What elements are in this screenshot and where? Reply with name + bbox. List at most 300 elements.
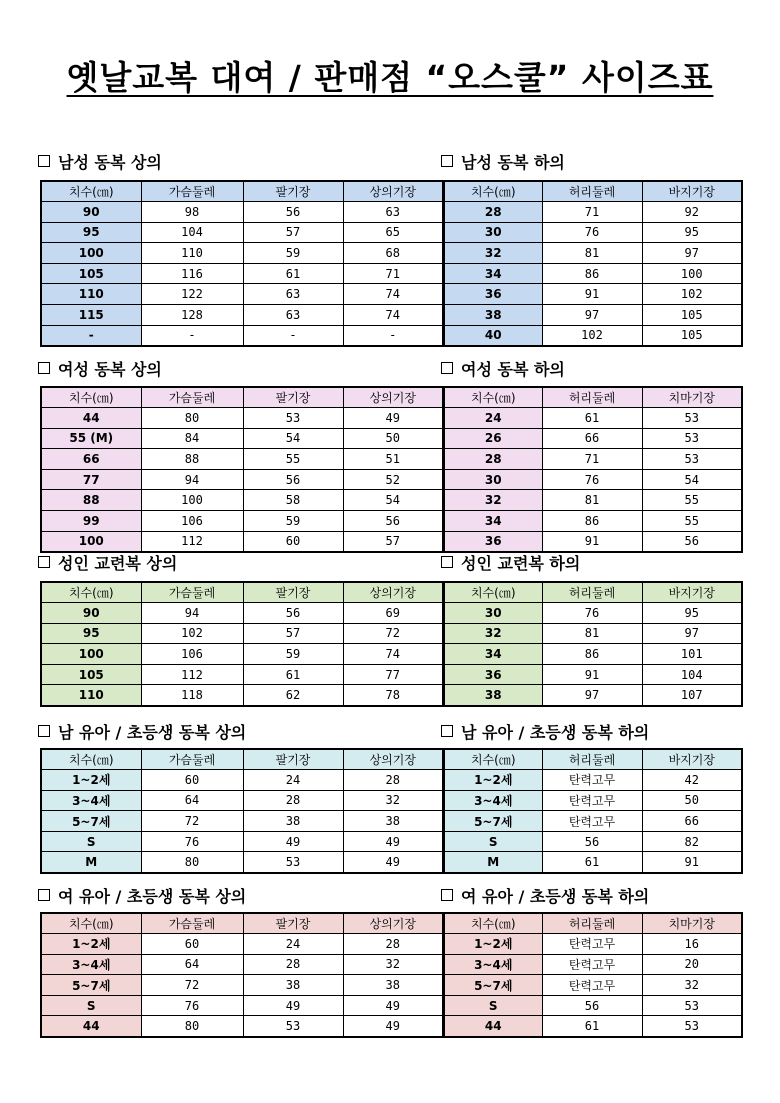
table-header-row bbox=[444, 749, 742, 770]
size-table-right bbox=[443, 386, 743, 553]
column-header: 치마기장 bbox=[642, 913, 742, 934]
measurement-cell: 49 bbox=[343, 1016, 443, 1037]
section-heading-left bbox=[38, 884, 246, 907]
table-row bbox=[444, 934, 742, 955]
size-table-left bbox=[40, 386, 444, 553]
measurement-cell: 116 bbox=[141, 263, 243, 284]
measurement-cell: 28 bbox=[343, 770, 443, 791]
table-header-row bbox=[444, 913, 742, 934]
checkbox-square-icon bbox=[441, 155, 453, 167]
table-row bbox=[41, 449, 443, 470]
table-row bbox=[444, 811, 742, 832]
table-row bbox=[444, 790, 742, 811]
size-table-right bbox=[443, 748, 743, 874]
measurement-cell: 63 bbox=[243, 305, 343, 326]
measurement-cell: 56 bbox=[542, 831, 642, 852]
measurement-cell: 81 bbox=[542, 623, 642, 644]
table-row bbox=[41, 428, 443, 449]
measurement-cell: 95 bbox=[642, 222, 742, 243]
checkbox-square-icon bbox=[441, 556, 453, 568]
section-heading-text: 여 유아 / 초등생 동복 상의 bbox=[58, 887, 247, 906]
column-header: 치수(㎝) bbox=[444, 582, 542, 603]
checkbox-square-icon bbox=[441, 725, 453, 737]
size-cell: 95 bbox=[41, 222, 141, 243]
measurement-cell: 53 bbox=[243, 1016, 343, 1037]
size-cell: 28 bbox=[444, 449, 542, 470]
size-cell: 5~7세 bbox=[444, 811, 542, 832]
table-row bbox=[41, 790, 443, 811]
section-heading-text: 여 유아 / 초등생 동복 하의 bbox=[461, 887, 650, 906]
measurement-cell: 88 bbox=[141, 449, 243, 470]
size-cell: S bbox=[444, 995, 542, 1016]
measurement-cell: 76 bbox=[542, 469, 642, 490]
table-row bbox=[41, 325, 443, 346]
size-cell: 32 bbox=[444, 490, 542, 511]
measurement-cell: 128 bbox=[141, 305, 243, 326]
table-row bbox=[41, 284, 443, 305]
measurement-cell: 28 bbox=[243, 790, 343, 811]
table-row bbox=[41, 770, 443, 791]
size-cell: 95 bbox=[41, 623, 141, 644]
measurement-cell: 74 bbox=[343, 305, 443, 326]
column-header: 바지기장 bbox=[642, 749, 742, 770]
measurement-cell: 77 bbox=[343, 664, 443, 685]
measurement-cell: 74 bbox=[343, 644, 443, 665]
measurement-cell: 57 bbox=[343, 531, 443, 552]
measurement-cell: 57 bbox=[243, 623, 343, 644]
measurement-cell: 55 bbox=[642, 490, 742, 511]
measurement-cell: 61 bbox=[542, 1016, 642, 1037]
checkbox-square-icon bbox=[38, 556, 50, 568]
table-row bbox=[444, 202, 742, 223]
measurement-cell: 81 bbox=[542, 490, 642, 511]
size-cell: 44 bbox=[444, 1016, 542, 1037]
measurement-cell: 104 bbox=[642, 664, 742, 685]
measurement-cell: 112 bbox=[141, 531, 243, 552]
measurement-cell: 74 bbox=[343, 284, 443, 305]
measurement-cell: 102 bbox=[141, 623, 243, 644]
column-header: 가슴둘레 bbox=[141, 181, 243, 202]
measurement-cell: 80 bbox=[141, 1016, 243, 1037]
table-row bbox=[444, 685, 742, 706]
size-table-left bbox=[40, 912, 444, 1038]
size-cell: 1~2세 bbox=[444, 934, 542, 955]
measurement-cell: 97 bbox=[642, 623, 742, 644]
measurement-cell: 86 bbox=[542, 511, 642, 532]
measurement-cell: 105 bbox=[642, 305, 742, 326]
checkbox-square-icon bbox=[38, 725, 50, 737]
size-cell: 105 bbox=[41, 263, 141, 284]
column-header: 치수(㎝) bbox=[41, 582, 141, 603]
table-row bbox=[444, 222, 742, 243]
measurement-cell: 24 bbox=[243, 770, 343, 791]
table-row bbox=[444, 449, 742, 470]
measurement-cell: 110 bbox=[141, 243, 243, 264]
measurement-cell: 71 bbox=[542, 202, 642, 223]
measurement-cell: 56 bbox=[642, 531, 742, 552]
table-header-row bbox=[444, 181, 742, 202]
measurement-cell: 107 bbox=[642, 685, 742, 706]
column-header: 허리둘레 bbox=[542, 181, 642, 202]
column-header: 팔기장 bbox=[243, 181, 343, 202]
table-header-row bbox=[444, 387, 742, 408]
section-heading-text: 남성 동복 하의 bbox=[461, 153, 565, 172]
table-row bbox=[41, 995, 443, 1016]
measurement-cell: 49 bbox=[343, 852, 443, 873]
table-row bbox=[41, 408, 443, 429]
measurement-cell: 61 bbox=[542, 852, 642, 873]
measurement-cell: 49 bbox=[243, 995, 343, 1016]
table-row bbox=[41, 664, 443, 685]
measurement-cell: 53 bbox=[243, 408, 343, 429]
table-row bbox=[444, 531, 742, 552]
size-cell: 34 bbox=[444, 644, 542, 665]
table-row bbox=[41, 811, 443, 832]
measurement-cell: 72 bbox=[343, 623, 443, 644]
column-header: 바지기장 bbox=[642, 181, 742, 202]
table-row bbox=[41, 222, 443, 243]
section-heading-left bbox=[38, 720, 246, 743]
table-row bbox=[41, 975, 443, 996]
size-cell: 55 (M) bbox=[41, 428, 141, 449]
size-table-left bbox=[40, 748, 444, 874]
measurement-cell: 탄력고무 bbox=[542, 790, 642, 811]
size-table-right bbox=[443, 180, 743, 347]
measurement-cell: 72 bbox=[141, 975, 243, 996]
size-cell: 90 bbox=[41, 603, 141, 624]
size-cell: 3~4세 bbox=[444, 954, 542, 975]
table-row bbox=[41, 623, 443, 644]
measurement-cell: 69 bbox=[343, 603, 443, 624]
size-cell: 34 bbox=[444, 263, 542, 284]
measurement-cell: 탄력고무 bbox=[542, 975, 642, 996]
size-cell: 44 bbox=[41, 408, 141, 429]
measurement-cell: 32 bbox=[343, 790, 443, 811]
measurement-cell: 64 bbox=[141, 954, 243, 975]
section-heading-text: 성인 교련복 하의 bbox=[461, 554, 581, 573]
section-heading-text: 여성 동복 하의 bbox=[461, 360, 565, 379]
size-table-left bbox=[40, 180, 444, 347]
measurement-cell: 28 bbox=[243, 954, 343, 975]
measurement-cell: 80 bbox=[141, 408, 243, 429]
table-row bbox=[41, 531, 443, 552]
column-header: 허리둘레 bbox=[542, 387, 642, 408]
size-cell: 1~2세 bbox=[444, 770, 542, 791]
size-cell: 100 bbox=[41, 644, 141, 665]
table-row bbox=[444, 995, 742, 1016]
table-row bbox=[444, 644, 742, 665]
size-cell: 88 bbox=[41, 490, 141, 511]
measurement-cell: 66 bbox=[642, 811, 742, 832]
measurement-cell: 106 bbox=[141, 511, 243, 532]
table-row bbox=[444, 975, 742, 996]
measurement-cell: - bbox=[243, 325, 343, 346]
measurement-cell: 52 bbox=[343, 469, 443, 490]
measurement-cell: 80 bbox=[141, 852, 243, 873]
size-cell: 30 bbox=[444, 222, 542, 243]
size-cell: 3~4세 bbox=[41, 790, 141, 811]
size-cell: 5~7세 bbox=[444, 975, 542, 996]
table-row bbox=[41, 1016, 443, 1037]
section-heading-right bbox=[441, 357, 565, 380]
measurement-cell: 53 bbox=[642, 408, 742, 429]
size-cell: 26 bbox=[444, 428, 542, 449]
table-row bbox=[41, 685, 443, 706]
measurement-cell: 16 bbox=[642, 934, 742, 955]
measurement-cell: 76 bbox=[542, 603, 642, 624]
column-header: 팔기장 bbox=[243, 387, 343, 408]
column-header: 치수(㎝) bbox=[41, 387, 141, 408]
measurement-cell: 76 bbox=[141, 995, 243, 1016]
measurement-cell: 86 bbox=[542, 644, 642, 665]
column-header: 상의기장 bbox=[343, 582, 443, 603]
size-cell: M bbox=[41, 852, 141, 873]
measurement-cell: 118 bbox=[141, 685, 243, 706]
table-row bbox=[444, 664, 742, 685]
size-cell: 77 bbox=[41, 469, 141, 490]
measurement-cell: 50 bbox=[642, 790, 742, 811]
measurement-cell: 97 bbox=[542, 305, 642, 326]
measurement-cell: 68 bbox=[343, 243, 443, 264]
table-row bbox=[41, 511, 443, 532]
page-title: 옛날교복 대여 / 판매점 “오스쿨” 사이즈표 bbox=[66, 58, 714, 97]
column-header: 치수(㎝) bbox=[41, 749, 141, 770]
column-header: 바지기장 bbox=[642, 582, 742, 603]
measurement-cell: 63 bbox=[243, 284, 343, 305]
measurement-cell: 24 bbox=[243, 934, 343, 955]
size-cell: 105 bbox=[41, 664, 141, 685]
measurement-cell: 100 bbox=[141, 490, 243, 511]
size-cell: 40 bbox=[444, 325, 542, 346]
column-header: 가슴둘레 bbox=[141, 582, 243, 603]
size-cell: - bbox=[41, 325, 141, 346]
size-cell: 5~7세 bbox=[41, 975, 141, 996]
checkbox-square-icon bbox=[441, 362, 453, 374]
measurement-cell: - bbox=[343, 325, 443, 346]
size-cell: 1~2세 bbox=[41, 934, 141, 955]
measurement-cell: 102 bbox=[542, 325, 642, 346]
table-header-row bbox=[444, 582, 742, 603]
size-cell: 36 bbox=[444, 531, 542, 552]
size-cell: 100 bbox=[41, 243, 141, 264]
measurement-cell: 95 bbox=[642, 603, 742, 624]
size-cell: 5~7세 bbox=[41, 811, 141, 832]
measurement-cell: 61 bbox=[243, 263, 343, 284]
measurement-cell: 49 bbox=[343, 831, 443, 852]
table-row bbox=[41, 934, 443, 955]
measurement-cell: 98 bbox=[141, 202, 243, 223]
measurement-cell: 55 bbox=[243, 449, 343, 470]
size-table-right bbox=[443, 581, 743, 707]
measurement-cell: 51 bbox=[343, 449, 443, 470]
column-header: 팔기장 bbox=[243, 582, 343, 603]
table-row bbox=[41, 831, 443, 852]
table-row bbox=[444, 852, 742, 873]
measurement-cell: 56 bbox=[243, 202, 343, 223]
column-header: 팔기장 bbox=[243, 749, 343, 770]
size-cell: 38 bbox=[444, 685, 542, 706]
measurement-cell: 97 bbox=[542, 685, 642, 706]
measurement-cell: 94 bbox=[141, 603, 243, 624]
measurement-cell: 28 bbox=[343, 934, 443, 955]
section-heading-text: 남 유아 / 초등생 동복 상의 bbox=[58, 723, 247, 742]
section-heading-right bbox=[441, 884, 649, 907]
measurement-cell: 32 bbox=[343, 954, 443, 975]
section-heading-text: 여성 동복 상의 bbox=[58, 360, 162, 379]
measurement-cell: 49 bbox=[243, 831, 343, 852]
measurement-cell: 38 bbox=[343, 975, 443, 996]
table-row bbox=[444, 954, 742, 975]
measurement-cell: 104 bbox=[141, 222, 243, 243]
column-header: 치수(㎝) bbox=[444, 749, 542, 770]
column-header: 치마기장 bbox=[642, 387, 742, 408]
measurement-cell: 탄력고무 bbox=[542, 934, 642, 955]
measurement-cell: 92 bbox=[642, 202, 742, 223]
measurement-cell: 94 bbox=[141, 469, 243, 490]
measurement-cell: 38 bbox=[243, 975, 343, 996]
size-cell: 66 bbox=[41, 449, 141, 470]
measurement-cell: 76 bbox=[141, 831, 243, 852]
measurement-cell: 49 bbox=[343, 408, 443, 429]
table-row bbox=[41, 263, 443, 284]
measurement-cell: 60 bbox=[243, 531, 343, 552]
section-heading-right bbox=[441, 551, 580, 574]
measurement-cell: 65 bbox=[343, 222, 443, 243]
table-row bbox=[444, 1016, 742, 1037]
column-header: 가슴둘레 bbox=[141, 387, 243, 408]
table-row bbox=[444, 490, 742, 511]
measurement-cell: 91 bbox=[542, 284, 642, 305]
measurement-cell: 82 bbox=[642, 831, 742, 852]
size-cell: 36 bbox=[444, 284, 542, 305]
size-cell: 38 bbox=[444, 305, 542, 326]
column-header: 치수(㎝) bbox=[444, 387, 542, 408]
measurement-cell: 54 bbox=[343, 490, 443, 511]
size-cell: 32 bbox=[444, 243, 542, 264]
measurement-cell: 60 bbox=[141, 934, 243, 955]
section-heading-left bbox=[38, 551, 177, 574]
measurement-cell: 101 bbox=[642, 644, 742, 665]
table-row bbox=[444, 325, 742, 346]
size-cell: 30 bbox=[444, 603, 542, 624]
measurement-cell: 58 bbox=[243, 490, 343, 511]
size-cell: S bbox=[444, 831, 542, 852]
measurement-cell: 64 bbox=[141, 790, 243, 811]
table-row bbox=[444, 511, 742, 532]
measurement-cell: 59 bbox=[243, 511, 343, 532]
size-cell: 34 bbox=[444, 511, 542, 532]
measurement-cell: 53 bbox=[642, 428, 742, 449]
table-row bbox=[41, 202, 443, 223]
measurement-cell: 32 bbox=[642, 975, 742, 996]
table-row bbox=[41, 603, 443, 624]
table-row bbox=[444, 284, 742, 305]
measurement-cell: 56 bbox=[243, 603, 343, 624]
measurement-cell: - bbox=[141, 325, 243, 346]
column-header: 치수(㎝) bbox=[444, 181, 542, 202]
measurement-cell: 71 bbox=[542, 449, 642, 470]
measurement-cell: 91 bbox=[642, 852, 742, 873]
measurement-cell: 112 bbox=[141, 664, 243, 685]
measurement-cell: 63 bbox=[343, 202, 443, 223]
column-header: 치수(㎝) bbox=[41, 913, 141, 934]
measurement-cell: 59 bbox=[243, 644, 343, 665]
table-row bbox=[444, 770, 742, 791]
measurement-cell: 50 bbox=[343, 428, 443, 449]
table-row bbox=[444, 305, 742, 326]
size-cell: 3~4세 bbox=[444, 790, 542, 811]
measurement-cell: 102 bbox=[642, 284, 742, 305]
measurement-cell: 59 bbox=[243, 243, 343, 264]
table-row bbox=[444, 428, 742, 449]
section-heading-text: 성인 교련복 상의 bbox=[58, 554, 178, 573]
section-heading-left bbox=[38, 150, 162, 173]
measurement-cell: 97 bbox=[642, 243, 742, 264]
size-cell: 30 bbox=[444, 469, 542, 490]
measurement-cell: 55 bbox=[642, 511, 742, 532]
measurement-cell: 81 bbox=[542, 243, 642, 264]
measurement-cell: 38 bbox=[343, 811, 443, 832]
size-cell: 1~2세 bbox=[41, 770, 141, 791]
table-row bbox=[41, 305, 443, 326]
measurement-cell: 91 bbox=[542, 664, 642, 685]
size-table-right bbox=[443, 912, 743, 1038]
table-header-row bbox=[41, 749, 443, 770]
table-row bbox=[444, 263, 742, 284]
measurement-cell: 53 bbox=[243, 852, 343, 873]
table-row bbox=[444, 243, 742, 264]
table-row bbox=[444, 408, 742, 429]
column-header: 허리둘레 bbox=[542, 913, 642, 934]
table-row bbox=[41, 954, 443, 975]
column-header: 상의기장 bbox=[343, 913, 443, 934]
column-header: 허리둘레 bbox=[542, 749, 642, 770]
size-cell: 110 bbox=[41, 284, 141, 305]
measurement-cell: 53 bbox=[642, 449, 742, 470]
section-heading-text: 남 유아 / 초등생 동복 하의 bbox=[461, 723, 650, 742]
measurement-cell: 탄력고무 bbox=[542, 770, 642, 791]
measurement-cell: 탄력고무 bbox=[542, 954, 642, 975]
column-header: 가슴둘레 bbox=[141, 913, 243, 934]
measurement-cell: 122 bbox=[141, 284, 243, 305]
measurement-cell: 78 bbox=[343, 685, 443, 706]
measurement-cell: 91 bbox=[542, 531, 642, 552]
table-row bbox=[41, 852, 443, 873]
measurement-cell: 84 bbox=[141, 428, 243, 449]
table-row bbox=[41, 490, 443, 511]
measurement-cell: 53 bbox=[642, 995, 742, 1016]
measurement-cell: 71 bbox=[343, 263, 443, 284]
measurement-cell: 62 bbox=[243, 685, 343, 706]
size-cell: 3~4세 bbox=[41, 954, 141, 975]
measurement-cell: 56 bbox=[343, 511, 443, 532]
measurement-cell: 100 bbox=[642, 263, 742, 284]
table-row bbox=[41, 469, 443, 490]
checkbox-square-icon bbox=[38, 362, 50, 374]
table-header-row bbox=[41, 913, 443, 934]
size-cell: 28 bbox=[444, 202, 542, 223]
measurement-cell: 54 bbox=[243, 428, 343, 449]
section-heading-left bbox=[38, 357, 162, 380]
measurement-cell: 66 bbox=[542, 428, 642, 449]
measurement-cell: 60 bbox=[141, 770, 243, 791]
measurement-cell: 76 bbox=[542, 222, 642, 243]
measurement-cell: 탄력고무 bbox=[542, 811, 642, 832]
size-cell: 90 bbox=[41, 202, 141, 223]
measurement-cell: 56 bbox=[243, 469, 343, 490]
measurement-cell: 105 bbox=[642, 325, 742, 346]
table-row bbox=[41, 644, 443, 665]
